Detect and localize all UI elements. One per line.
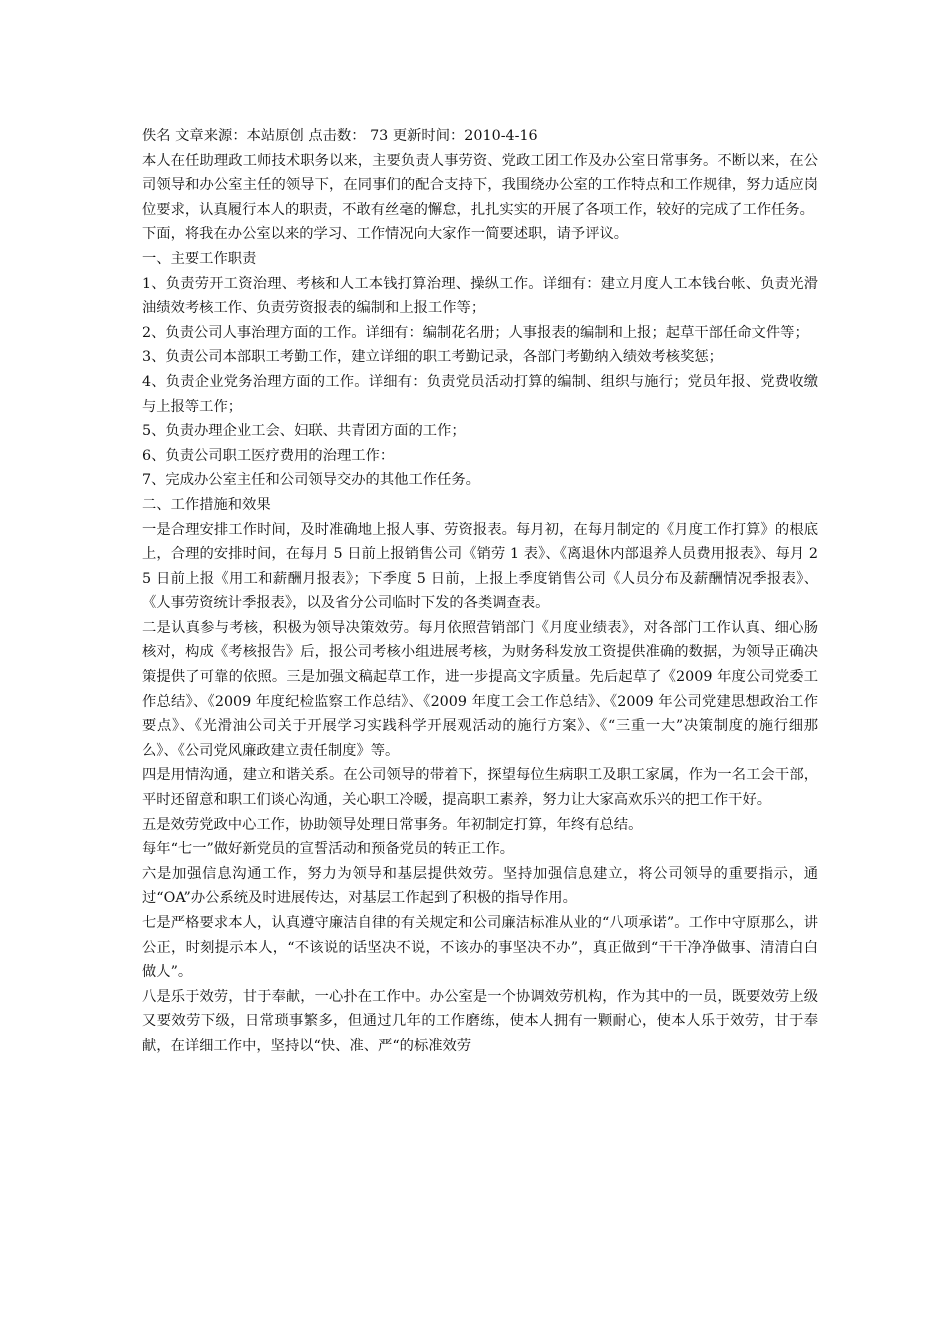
paragraph: 八是乐于效劳，甘于奉献，一心扑在工作中。办公室是一个协调效劳机构，作为其中的一员，既要效劳上级又要效劳下级，日常琐事繁多，但通过几年的工作磨练，使本人拥有一颗耐心，使本人乐于效劳，甘于奉献，在详细工作中，坚持以“快、准、严“的标准效劳 — [142, 988, 818, 1054]
paragraph: 二是认真参与考核，积极为领导决策效劳。每月依照营销部门《月度业绩表》，对各部门工作认真、细心肠核对，构成《考核报告》后，报公司考核小组进展考核，为财务科发放工资提供准确的数据，为领导正确决策提供了可靠的依照。三是加强文稿起草工作，进一步提高文字质量。先后起草了《2009 年度公司党委工作总结》、《2009 年度纪检监察工作总结》、《2009 年度工会工作总结》、《2009 年公司党建思想政治工作要点》、《光滑油公司关于开展学习实践科学开展观活动的施行方案》、《“三重一大”决策制度的施行细那么》、《公司党风廉政建立责任制度》等。 — [142, 619, 818, 759]
paragraph: 每年“七一”做好新党员的宣誓活动和预备党员的转正工作。 — [142, 841, 515, 858]
paragraph: 六是加强信息沟通工作，努力为领导和基层提供效劳。坚持加强信息建立，将公司领导的重要指示，通过“OA”办公系统及时进展传达，对基层工作起到了积极的指导作用。 — [142, 865, 818, 907]
list-item: 2、负责公司人事治理方面的工作。详细有：编制花名册；人事报表的编制和上报；起草干部任命文件等； — [142, 324, 809, 341]
list-item: 6、负责公司职工医疗费用的治理工作： — [142, 447, 395, 464]
list-item: 7、完成办公室主任和公司领导交办的其他工作任务。 — [142, 472, 480, 489]
list-item: 3、负责公司本部职工考勤工作，建立详细的职工考勤记录，各部门考勤纳入绩效考核奖惩； — [142, 349, 723, 366]
section-heading: 一、主要工作职责 — [142, 250, 257, 267]
paragraph: 七是严格要求本人，认真遵守廉洁自律的有关规定和公司廉洁标准从业的“八项承诺”。工作中守原那么，讲公正，时刻提示本人，“不该说的话坚决不说，不该办的事坚决不办”，真正做到“干干净净做事、清清白白做人”。 — [142, 915, 818, 981]
list-item: 5、负责办理企业工会、妇联、共青团方面的工作； — [142, 423, 466, 440]
section-heading: 二、工作措施和效果 — [142, 496, 271, 513]
paragraph: 一是合理安排工作时间，及时准确地上报人事、劳资报表。每月初，在每月制定的《月度工作打算》的根底上，合理的安排时间，在每月 5 日前上报销售公司《销劳 1 表》、《离退休内部退养人员费用报表》、每月 25 日前上报《用工和薪酬月报表》；下季度 5 日前，上报上季度销售公司《人员分布及薪酬情况季报表》、《人事劳资统计季报表》，以及省分公司临时下发的各类调查表。 — [142, 521, 818, 612]
paragraph: 下面，将我在办公室以来的学习、工作情况向大家作一简要述职，请予评议。 — [142, 226, 629, 243]
paragraph: 本人在任助理政工师技术职务以来，主要负责人事劳资、党政工团工作及办公室日常事务。不断以来，在公司领导和办公室主任的领导下，在同事们的配合支持下，我围绕办公室的工作特点和工作规律，努力适应岗位要求，认真履行本人的职责，不敢有丝毫的懈怠，扎扎实实的开展了各项工作，较好的完成了工作任务。 — [142, 152, 818, 218]
paragraph: 五是效劳党政中心工作，协助领导处理日常事务。年初制定打算，年终有总结。 — [142, 816, 643, 833]
document-body — [142, 124, 818, 1059]
paragraph: 四是用情沟通，建立和谐关系。在公司领导的带着下，探望每位生病职工及职工家属，作为一名工会干部，平时还留意和职工们谈心沟通，关心职工冷暖，提高职工素养，努力让大家高欢乐兴的把工作干好。 — [142, 767, 818, 809]
meta-line: 佚名 文章来源：本站原创 点击数： 73 更新时间：2010-4-16 — [142, 128, 538, 144]
list-item: 4、负责企业党务治理方面的工作。详细有：负责党员活动打算的编制、组织与施行；党员年报、党费收缴与上报等工作； — [142, 373, 818, 415]
list-item: 1、负责劳开工资治理、考核和人工本钱打算治理、操纵工作。详细有：建立月度人工本钱台帐、负责光滑油绩效考核工作、负责劳资报表的编制和上报工作等； — [142, 275, 818, 317]
